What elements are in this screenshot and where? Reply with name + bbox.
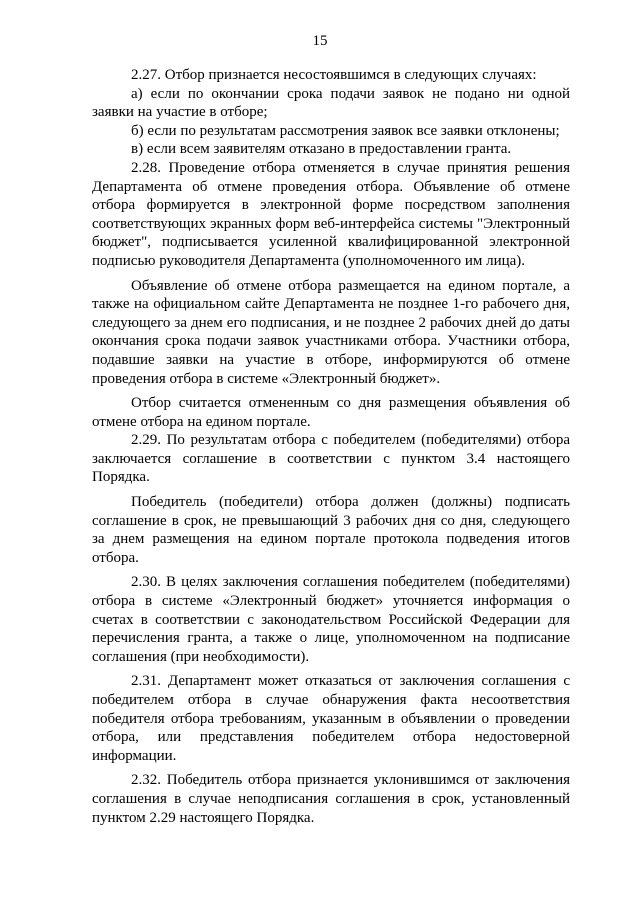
paragraph-2-27: 2.27. Отбор признается несостоявшимся в следующих случаях: bbox=[131, 67, 537, 83]
document-body bbox=[92, 66, 570, 827]
paragraph-2-28-cancelled: Отбор считается отмененным со дня размещения объявления об отмене отбора на едином портале. bbox=[92, 395, 570, 430]
paragraph-2-32: 2.32. Победитель отбора признается уклонившимся от заключения соглашения в случае неподписания соглашения в срок, установленный пунктом 2.29 настоящего Порядка. bbox=[92, 772, 570, 826]
paragraph-2-29-signing: Победитель (победители) отбора должен (должны) подписать соглашение в срок, не превышающий 3 рабочих дня со дня, следующего за днем размещения на едином портале протокола подведения итогов отбора. bbox=[92, 494, 570, 566]
paragraph-2-27-b: б) если по результатам рассмотрения заявок все заявки отклонены; bbox=[131, 122, 560, 139]
paragraph-2-28: 2.28. Проведение отбора отменяется в случае принятия решения Департамента об отмене проведения отбора. Объявление об отмене отбора формируется в электронной форме посредством заполнения соответствующих экранных форм веб-интерфейса системы "Электронный бюджет", подписывается усиленной квалифицированной электронной подписью руководителя Департамента (уполномоченного им лица). bbox=[92, 159, 570, 269]
paragraph-2-27-a: а) если по окончании срока подачи заявок не подано ни одной заявки на участие в отборе; bbox=[92, 85, 570, 121]
paragraph-2-31: 2.31. Департамент может отказаться от заключения соглашения с победителем отбора в случае обнаружения факта несоответствия победителя отбора требованиям, указанным в объявлении о проведении отбора, или представления победителем отбора недостоверной информации. bbox=[92, 673, 570, 764]
paragraph-2-30: 2.30. В целях заключения соглашения победителем (победителями) отбора в системе «Электронный бюджет» уточняется информация о счетах в соответствии с законодательством Российской Федерации для перечисления гранта, а также о лице, уполномоченном на подписание соглашения (при необходимости). bbox=[92, 574, 570, 665]
page-number: 15 bbox=[312, 33, 328, 49]
paragraph-2-27-c: в) если всем заявителям отказано в предоставлении гранта. bbox=[131, 141, 512, 158]
paragraph-2-29: 2.29. По результатам отбора с победителем (победителями) отбора заключается соглашение в соответствии с пунктом 3.4 настоящего Порядка. bbox=[92, 432, 570, 486]
paragraph-2-28-notice: Объявление об отмене отбора размещается на едином портале, а также на официальном сайте Департамента не позднее 1-го рабочего дня, следующего за днем его подписания, и не позднее 2 рабочих дней до даты окончания срока подачи заявок участниками отбора. Участники отбора, подавшие заявки на участие в отборе, информируются об отмене проведения отбора в системе «Электронный бюджет». bbox=[92, 277, 570, 387]
